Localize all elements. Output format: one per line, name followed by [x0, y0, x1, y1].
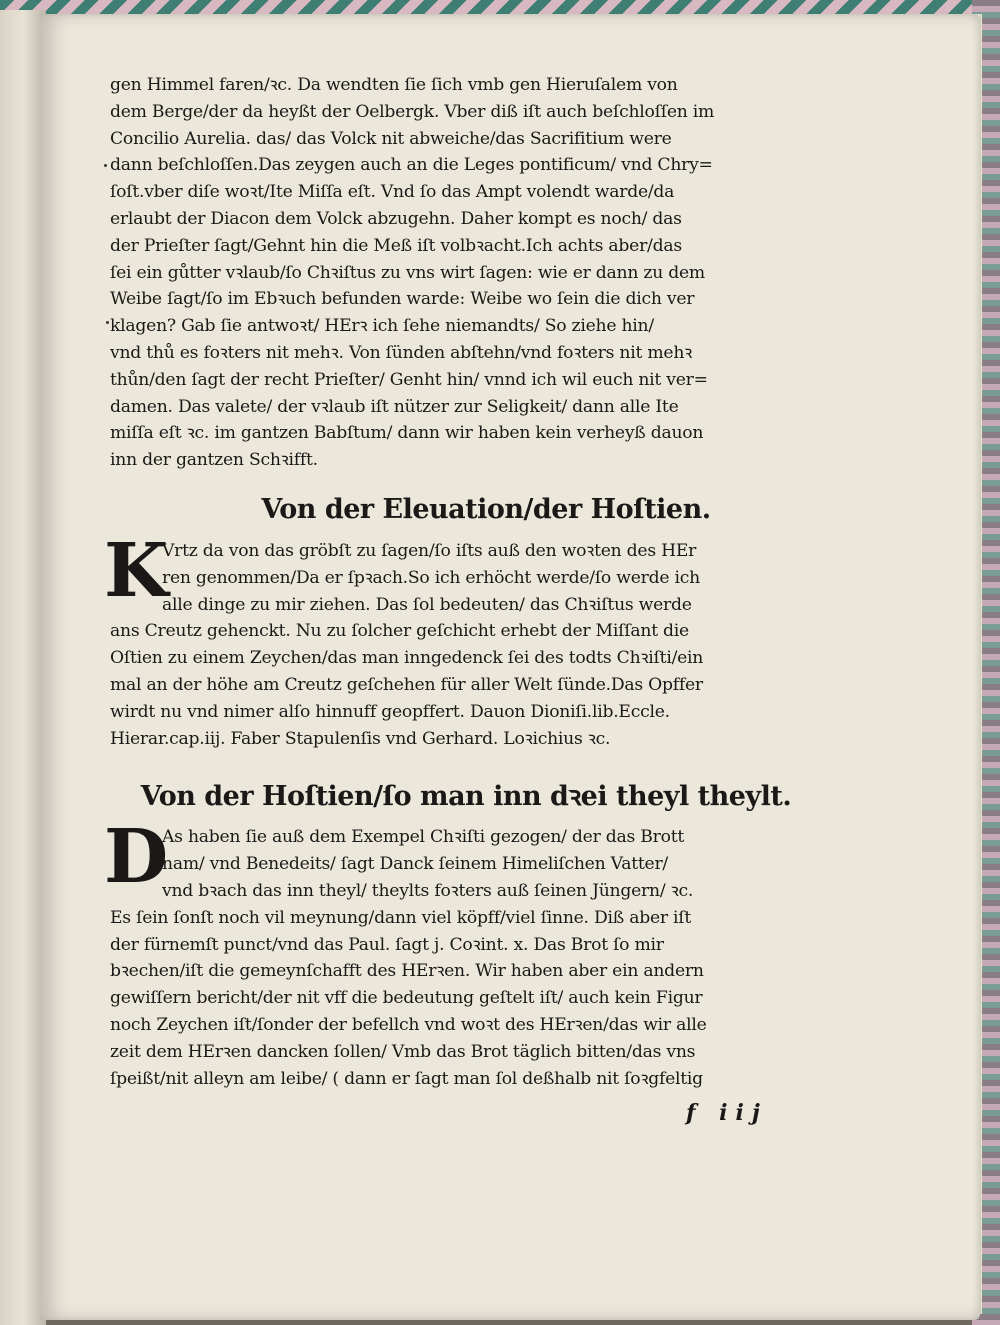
- text-line: Hierar.cap.iij. Faber Stapulenſis vnd Gerhard. Loꝛichius ꝛc.: [110, 728, 611, 749]
- drop-cap-initial: D: [104, 814, 169, 901]
- page-text: [104, 72, 822, 1092]
- paragraph-lines: [110, 618, 822, 752]
- text-line: inn der gantzen Schꝛifft.: [110, 450, 318, 471]
- text-line: thůn/den ſagt der recht Prieſter/ Genht hin/ vnnd ich wil euch nit ver=: [110, 369, 708, 390]
- text-line: nam/ vnd Benedeits/ ſagt Danck ſeinem Himeliſchen Vatter/: [162, 854, 668, 875]
- text-line: Es ſein ſonſt noch vil meynung/dann viel köpff/viel ſinne. Diß aber iſt: [110, 907, 692, 928]
- text-line: vnd bꝛach das inn theyl/ theylts foꝛters auß ſeinen Jüngern/ ꝛc.: [162, 880, 694, 901]
- paragraph-lines: [110, 905, 822, 1093]
- text-line: klagen? Gab ſie antwoꝛt/ HErꝛ ich ſehe niemandts/ So ziehe hin/: [110, 316, 654, 337]
- top-paragraph: [110, 72, 822, 474]
- text-line: Vrtz da von das gröbſt zu ſagen/ſo iſts auß den woꝛten des HEr: [162, 540, 697, 561]
- text-line: der Prieſter ſagt/Gehnt hin die Meß iſt volbꝛacht.Ich achts aber/das: [110, 235, 682, 256]
- text-line: zeit dem HErꝛen dancken ſollen/ Vmb das Brot täglich bitten/das vns: [110, 1041, 696, 1062]
- text-line: der fürnemſt punct/vnd das Paul. ſagt j. Coꝛint. x. Das Brot ſo mir: [110, 934, 664, 955]
- text-line: ans Creutz gehenckt. Nu zu ſolcher geſchicht erhebt der Miſſant die: [110, 621, 689, 642]
- text-line: alle dinge zu mir ziehen. Das ſol bedeuten/ das Chꝛiſtus werde: [162, 594, 692, 615]
- text-line: ſei ein gůtter vꝛlaub/ſo Chꝛiſtus zu vns wirt ſagen: wie er dann zu dem: [110, 262, 705, 283]
- indented-lines: [110, 824, 822, 904]
- text-line: Oſtien zu einem Zeychen/das man inngedenck ſei des todts Chꝛiſti/ein: [110, 648, 704, 669]
- paragraph-eleuation: [104, 527, 822, 752]
- signature-mark: f iij: [686, 1100, 768, 1126]
- text-line: ſpeißt/nit alleyn am leibe/ ( dann er ſagt man ſol deßhalb nit ſoꝛgfeltig: [110, 1068, 703, 1089]
- section-heading-hostien: Von der Hoſtien/ſo man inn dꝛei theyl theylt.: [140, 781, 792, 813]
- text-line: dann beſchloſſen.Das zeygen auch an die Leges pontificum/ vnd Chry=: [110, 155, 713, 176]
- indented-lines: [110, 538, 822, 618]
- margin-mark: [104, 164, 107, 167]
- drop-cap-initial: K: [104, 527, 169, 614]
- section-heading-eleuation: Von der Eleuation/der Hoſtien.: [261, 493, 711, 525]
- text-line: noch Zeychen iſt/ſonder der befellch vnd woꝛt des HErꝛen/das wir alle: [110, 1014, 707, 1035]
- text-line: bꝛechen/iſt die gemeynſchafft des HErꝛen. Wir haben aber ein andern: [110, 961, 704, 982]
- text-line: vnd thů es foꝛters nit mehꝛ. Von ſünden abſtehn/vnd foꝛters nit mehꝛ: [110, 342, 693, 363]
- text-line: As haben ſie auß dem Exempel Chꝛiſti gezogen/ der das Brott: [162, 827, 685, 848]
- text-line: mal an der höhe am Creutz geſchehen für aller Welt ſünde.Das Opffer: [110, 674, 703, 695]
- text-line: damen. Das valete/ der vꝛlaub iſt nützer zur Seligkeit/ dann alle Ite: [110, 396, 679, 417]
- text-line: Concilio Aurelia. das/ das Volck nit abweiche/das Sacrifitium were: [110, 128, 672, 149]
- text-line: dem Berge/der da heyßt der Oelbergk. Vber diß iſt auch beſchloſſen im: [110, 101, 715, 122]
- text-line: gen Himmel faren/ꝛc. Da wendten ſie ſich vmb gen Hieruſalem von: [110, 75, 678, 95]
- text-line: Weibe ſagt/ſo im Ebꝛuch befunden warde: Weibe wo ſein die dich ver: [110, 289, 695, 310]
- text-line: gewiſſern bericht/der nit vff die bedeutung geſtelt iſt/ auch kein Figur: [110, 988, 703, 1009]
- text-line: wirdt nu vnd nimer alſo hinnuff geopffert. Dauon Dioniſi.lib.Eccle.: [110, 701, 670, 722]
- text-line: ren genommen/Da er ſpꝛach.So ich erhöcht werde/ſo werde ich: [162, 567, 700, 588]
- margin-mark: [106, 321, 109, 324]
- book-page: [40, 14, 980, 1320]
- text-line: erlaubt der Diacon dem Volck abzugehn. Daher kompt es noch/ das: [110, 208, 682, 229]
- paragraph-hostien: [104, 814, 822, 1092]
- text-line: miſſa eſt ꝛc. im gantzen Babſtum/ dann wir haben kein verheyß dauon: [110, 423, 704, 444]
- text-line: ſoſt.vber diſe woꝛt/Ite Miſſa eſt. Vnd ſo das Ampt volendt warde/da: [110, 182, 675, 203]
